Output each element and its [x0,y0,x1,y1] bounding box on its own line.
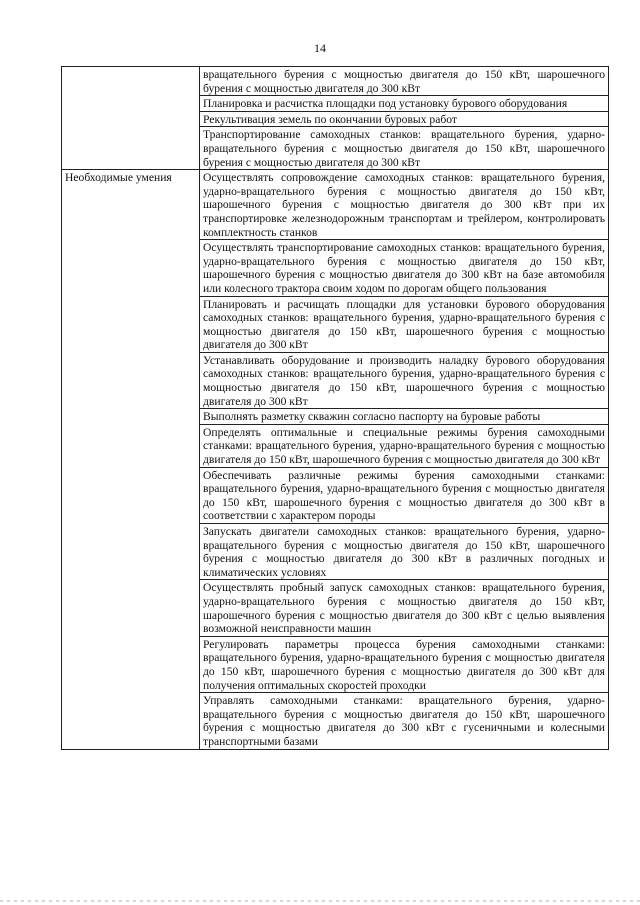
table-cell-text: Осуществлять транспортирование самоходных станков: вращательного бурения, ударно-вращательного бурения с мощностью двигателя до 150 кВт, шарошечного бурения с мощностью двигателя до 300 кВт на базе автомобиля или колесного трактора своим ходом по дорогам общего пользования [200,240,609,296]
table-cell-text: Запускать двигатели самоходных станков: вращательного бурения, ударно-вращательного бурения с мощностью двигателя до 150 кВт, шарошечного бурения с мощностью двигателя до 300 кВт в различных погодных и климатических условиях [200,524,609,580]
table-cell-text: Определять оптимальные и специальные режимы бурения самоходными станками: вращательного бурения, ударно-вращательного бурения с мощностью двигателя до 150 кВт, шарошечного бурения с мощностью двигателя до 300 кВт [200,424,609,467]
table-cell-text: Планировать и расчищать площадки для установки бурового оборудования самоходных станков: вращательного бурения, ударно-вращательного бурения с мощностью двигателя до 150 кВт, шарошечного бурения с мощностью двигателя до 300 кВт [200,296,609,352]
table-cell-text: Регулировать параметры процесса бурения самоходными станками: вращательного бурения, ударно-вращательного бурения с мощностью двигателя до 150 кВт, шарошечного бурения с мощностью двигателя до 300 кВт для получения оптимальных скоростей проходки [200,636,609,692]
row-group-label: Необходимые умения [62,170,200,749]
scan-artifact [0,900,640,902]
table-cell-text: Транспортирование самоходных станков: вращательного бурения, ударно-вращательного бурения с мощностью двигателя до 150 кВт, шарошечного бурения с мощностью двигателя до 300 кВт [200,127,609,170]
page-number: 14 [314,41,326,55]
table-body [62,67,609,750]
table-cell-text: Устанавливать оборудование и производить наладку бурового оборудования самоходных станков: вращательного бурения, ударно-вращательного бурения с мощностью двигателя до 150 кВт, шарошечного бурения с мощностью двигателя до 300 кВт [200,352,609,408]
table-cell-text: Осуществлять сопровождение самоходных станков: вращательного бурения, ударно-вращательного бурения с мощностью двигателя до 150 кВт, шарошечного бурения с мощностью двигателя до 300 кВт при их транспортировке железнодорожным транспортам и трейлером, контролировать комплектность станков [200,170,609,240]
table-row [62,67,609,96]
table-cell-text: Обеспечивать различные режимы бурения самоходными станками: вращательного бурения, ударно-вращательного бурения с мощностью двигателя до 150 кВт, шарошечного бурения с мощностью двигателя до 300 кВт в соответствии с характером породы [200,467,609,523]
table-cell-text: вращательного бурения с мощностью двигателя до 150 кВт, шарошечного бурения с мощностью двигателя до 300 кВт [200,67,609,96]
skills-table [61,66,609,750]
table-cell-text: Осуществлять пробный запуск самоходных станков: вращательного бурения, ударно-вращательного бурения с мощностью двигателя до 150 кВт, шарошечного бурения с мощностью двигателя до 300 кВт с целью выявления возможной неисправности машин [200,580,609,636]
table-cell-text: Планировка и расчистка площадки под установку бурового оборудования [200,96,609,112]
table-cell-text: Управлять самоходными станками: вращательного бурения, ударно-вращательного бурения с мощностью двигателя до 150 кВт, шарошечного бурения с мощностью двигателя до 300 кВт с гусеничными и колесными транспортными базами [200,693,609,749]
table-cell-text: Выполнять разметку скважин согласно паспорту на буровые работы [200,409,609,425]
table-row [62,170,609,240]
table-cell-text: Рекультивация земель по окончании буровых работ [200,111,609,127]
row-group-label [62,67,200,170]
